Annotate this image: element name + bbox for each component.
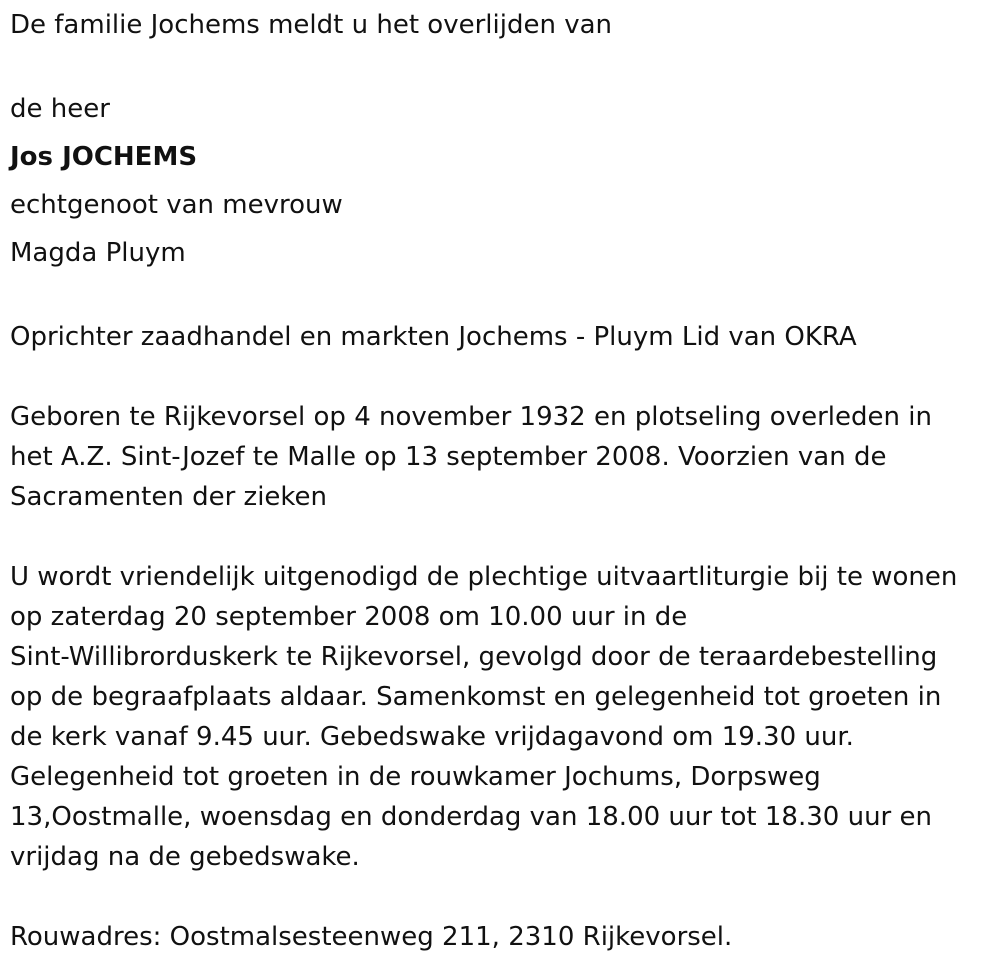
- invitation-line: 13,Oostmalle, woensdag en donderdag van 18.00 uur tot 18.30 uur en: [10, 802, 932, 832]
- invitation-line: op zaterdag 20 september 2008 om 10.00 uur in de: [10, 602, 688, 632]
- birth-paragraph: [10, 397, 995, 517]
- birth-line: Geboren te Rijkevorsel op 4 november 1932 en plotseling overleden in: [10, 402, 932, 432]
- mourning-address: Rouwadres: Oostmalsesteenweg 211, 2310 Rijkevorsel.: [10, 922, 733, 952]
- spacer: [10, 45, 995, 85]
- obituary-notice: [10, 5, 995, 957]
- founder-text: Oprichter zaadhandel en markten Jochems - Pluym Lid van OKRA: [10, 322, 857, 352]
- spouse-label: echtgenoot van mevrouw: [10, 190, 343, 220]
- deceased-name: Jos JOCHEMS: [10, 142, 198, 172]
- invitation-line: Gelegenheid tot groeten in de rouwkamer Jochums, Dorpsweg: [10, 762, 821, 792]
- spacer: [10, 277, 995, 317]
- invitation-line: vrijdag na de gebedswake.: [10, 842, 360, 872]
- spacer: [10, 357, 995, 397]
- spacer: [10, 877, 995, 917]
- invitation-paragraph: [10, 557, 995, 877]
- birth-line: Sacramenten der zieken: [10, 482, 328, 512]
- birth-line: het A.Z. Sint-Jozef te Malle op 13 september 2008. Voorzien van de: [10, 442, 887, 472]
- invitation-line: Sint-Willibrorduskerk te Rijkevorsel, gevolgd door de teraardebestelling: [10, 642, 938, 672]
- spouse-name: Magda Pluym: [10, 238, 186, 268]
- invitation-line: op de begraafplaats aldaar. Samenkomst en gelegenheid tot groeten in: [10, 682, 942, 712]
- spacer: [10, 517, 995, 557]
- invitation-line: U wordt vriendelijk uitgenodigd de plechtige uitvaartliturgie bij te wonen: [10, 562, 958, 592]
- invitation-line: de kerk vanaf 9.45 uur. Gebedswake vrijdagavond om 19.30 uur.: [10, 722, 854, 752]
- intro-text: De familie Jochems meldt u het overlijden van: [10, 10, 612, 40]
- salutation: de heer: [10, 94, 110, 124]
